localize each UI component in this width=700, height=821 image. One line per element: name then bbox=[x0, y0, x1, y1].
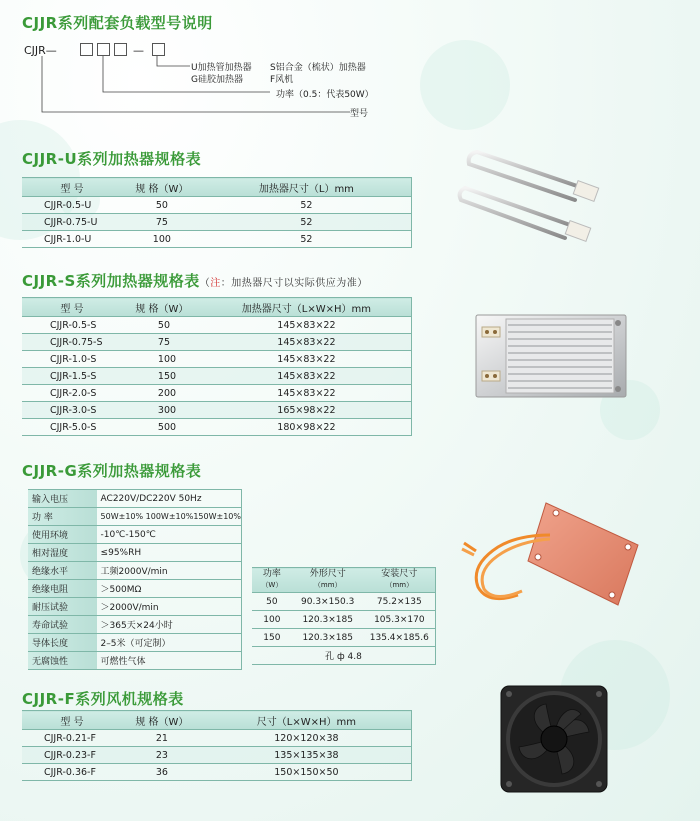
table-row bbox=[22, 368, 412, 385]
table-row bbox=[28, 616, 242, 634]
cell-power: 300 bbox=[122, 402, 202, 419]
table-row bbox=[28, 598, 242, 616]
col-header-power: 规 格（W） bbox=[122, 178, 202, 197]
spec-value: -10℃-150℃ bbox=[97, 526, 242, 544]
cell-size: 145×83×22 bbox=[202, 317, 412, 334]
col-header-size: 尺寸（L×W×H）mm bbox=[202, 711, 412, 730]
code-separator: — bbox=[133, 44, 144, 57]
spec-label: 耐压试验 bbox=[28, 598, 97, 616]
cell-model: CJJR-0.36-F bbox=[22, 764, 122, 781]
spec-label: 寿命试验 bbox=[28, 616, 97, 634]
cell-size: 145×83×22 bbox=[202, 334, 412, 351]
cell-power: 500 bbox=[122, 419, 202, 436]
cell-model: CJJR-3.0-S bbox=[22, 402, 122, 419]
code-prefix: CJJR— bbox=[24, 44, 57, 57]
s-heater-image bbox=[472, 305, 637, 405]
header-unit: （mm） bbox=[313, 581, 342, 589]
cell-outer-size: 90.3×150.3 bbox=[292, 593, 364, 611]
cell-size: 52 bbox=[202, 197, 412, 214]
s-series-title bbox=[22, 270, 368, 291]
cell-model: CJJR-0.5-U bbox=[22, 197, 122, 214]
spec-value: 2–5米（可定制） bbox=[97, 634, 242, 652]
g-series-title: CJJR-G系列加热器规格表 bbox=[22, 462, 202, 480]
spec-label: 使用环境 bbox=[28, 526, 97, 544]
table-row bbox=[28, 490, 242, 508]
table-header-row bbox=[252, 568, 436, 593]
spec-value: AC220V/DC220V 50Hz bbox=[97, 490, 242, 508]
table-header-row bbox=[22, 711, 412, 730]
spec-label: 无腐蚀性 bbox=[28, 652, 97, 670]
table-row bbox=[28, 544, 242, 562]
spec-label: 输入电压 bbox=[28, 490, 97, 508]
table-row bbox=[22, 730, 412, 747]
cell-size: 180×98×22 bbox=[202, 419, 412, 436]
power-note-label: 功率（0.5：代表50W） bbox=[276, 90, 374, 100]
bg-bubble bbox=[420, 40, 510, 130]
col-header-model: 型 号 bbox=[22, 178, 122, 197]
cell-model: CJJR-5.0-S bbox=[22, 419, 122, 436]
header-unit: （mm） bbox=[385, 581, 414, 589]
header-unit: （W） bbox=[261, 581, 283, 589]
cell-model: CJJR-1.5-S bbox=[22, 368, 122, 385]
s-series-title-text: CJJR-S系列加热器规格表 bbox=[22, 272, 200, 290]
cell-mount-size: 105.3×170 bbox=[364, 611, 436, 629]
col-header-size: 加热器尺寸（L）mm bbox=[202, 178, 412, 197]
note-text: ：加热器尺寸以实际供应为准） bbox=[220, 278, 368, 289]
note-label: 注 bbox=[210, 278, 221, 289]
table-row bbox=[28, 652, 242, 670]
model-code-diagram bbox=[0, 0, 420, 130]
spec-label: 功 率 bbox=[28, 508, 97, 526]
col-header-outer-size bbox=[292, 568, 364, 593]
table-row bbox=[22, 385, 412, 402]
g-series-dimension-table bbox=[252, 567, 436, 665]
cell-power: 21 bbox=[122, 730, 202, 747]
table-row bbox=[22, 402, 412, 419]
table-row bbox=[28, 562, 242, 580]
table-row bbox=[28, 634, 242, 652]
table-header-row bbox=[22, 298, 412, 317]
cell-power: 150 bbox=[252, 629, 292, 647]
table-row bbox=[22, 334, 412, 351]
cell-mount-size: 75.2×135 bbox=[364, 593, 436, 611]
cell-size: 165×98×22 bbox=[202, 402, 412, 419]
cell-power: 50 bbox=[252, 593, 292, 611]
spec-label: 绝缘电阻 bbox=[28, 580, 97, 598]
table-row bbox=[22, 351, 412, 368]
cell-size: 52 bbox=[202, 231, 412, 248]
cell-model: CJJR-0.21-F bbox=[22, 730, 122, 747]
s-series-table bbox=[22, 297, 412, 436]
cell-size: 120×120×38 bbox=[202, 730, 412, 747]
col-header-power: 规 格（W） bbox=[122, 711, 202, 730]
table-row bbox=[252, 629, 436, 647]
model-note-label: 型号 bbox=[350, 109, 369, 119]
table-row bbox=[22, 214, 412, 231]
option-u-label: U加热管加热器 bbox=[191, 63, 252, 73]
col-header-power: 规 格（W） bbox=[122, 298, 202, 317]
cell-model: CJJR-1.0-U bbox=[22, 231, 122, 248]
g-series-spec-table bbox=[28, 489, 242, 670]
cell-size: 52 bbox=[202, 214, 412, 231]
spec-value: ＞500MΩ bbox=[97, 580, 242, 598]
cell-model: CJJR-0.75-S bbox=[22, 334, 122, 351]
cell-size: 135×135×38 bbox=[202, 747, 412, 764]
cell-power: 100 bbox=[252, 611, 292, 629]
spec-value: 50W±10% 100W±10%150W±10% bbox=[97, 508, 242, 526]
table-row bbox=[22, 197, 412, 214]
cell-power: 50 bbox=[122, 197, 202, 214]
g-heater-image bbox=[458, 495, 643, 610]
cell-outer-size: 120.3×185 bbox=[292, 629, 364, 647]
table-header-row bbox=[22, 178, 412, 197]
cell-size: 145×83×22 bbox=[202, 368, 412, 385]
table-row bbox=[22, 231, 412, 248]
spec-label: 绝缘水平 bbox=[28, 562, 97, 580]
option-s-label: S铝合金（梳状）加热器 bbox=[270, 63, 366, 73]
table-row bbox=[252, 647, 436, 665]
cell-hole: 孔 ф 4.8 bbox=[252, 647, 436, 665]
cell-power: 36 bbox=[122, 764, 202, 781]
cell-model: CJJR-0.23-F bbox=[22, 747, 122, 764]
u-series-table bbox=[22, 177, 412, 248]
cell-mount-size: 135.4×185.6 bbox=[364, 629, 436, 647]
cell-power: 75 bbox=[122, 214, 202, 231]
cell-outer-size: 120.3×185 bbox=[292, 611, 364, 629]
table-row bbox=[22, 419, 412, 436]
cell-power: 150 bbox=[122, 368, 202, 385]
f-series-table bbox=[22, 710, 412, 781]
cell-power: 100 bbox=[122, 351, 202, 368]
table-row bbox=[22, 764, 412, 781]
cell-power: 100 bbox=[122, 231, 202, 248]
table-row bbox=[28, 526, 242, 544]
spec-value: ＞365天×24小时 bbox=[97, 616, 242, 634]
spec-value: 可燃性气体 bbox=[97, 652, 242, 670]
col-header-power bbox=[252, 568, 292, 593]
col-header-model: 型 号 bbox=[22, 298, 122, 317]
u-series-title: CJJR-U系列加热器规格表 bbox=[22, 150, 202, 168]
spec-value: ≤95%RH bbox=[97, 544, 242, 562]
table-row bbox=[28, 508, 242, 526]
cell-size: 150×150×50 bbox=[202, 764, 412, 781]
spec-label: 导体长度 bbox=[28, 634, 97, 652]
f-series-title: CJJR-F系列风机规格表 bbox=[22, 690, 184, 708]
cell-model: CJJR-0.75-U bbox=[22, 214, 122, 231]
s-series-note bbox=[200, 278, 368, 289]
u-heater-image bbox=[455, 140, 615, 250]
note-open: （ bbox=[199, 278, 211, 289]
model-explanation-title: CJJR系列配套负载型号说明 bbox=[22, 14, 213, 32]
cell-power: 200 bbox=[122, 385, 202, 402]
cell-size: 145×83×22 bbox=[202, 351, 412, 368]
table-row bbox=[252, 593, 436, 611]
cell-size: 145×83×22 bbox=[202, 385, 412, 402]
fan-image bbox=[497, 682, 612, 797]
col-header-mount-size bbox=[364, 568, 436, 593]
col-header-size: 加热器尺寸（L×W×H）mm bbox=[202, 298, 412, 317]
spec-label: 相对湿度 bbox=[28, 544, 97, 562]
cell-power: 23 bbox=[122, 747, 202, 764]
table-row bbox=[28, 580, 242, 598]
spec-value: ＞2000V/min bbox=[97, 598, 242, 616]
header-line: 外形尺寸 bbox=[309, 569, 346, 579]
option-g-label: G硅胶加热器 bbox=[191, 75, 243, 85]
cell-model: CJJR-1.0-S bbox=[22, 351, 122, 368]
cell-power: 75 bbox=[122, 334, 202, 351]
table-row bbox=[22, 317, 412, 334]
cell-model: CJJR-2.0-S bbox=[22, 385, 122, 402]
cell-power: 50 bbox=[122, 317, 202, 334]
col-header-model: 型 号 bbox=[22, 711, 122, 730]
table-row bbox=[22, 747, 412, 764]
cell-model: CJJR-0.5-S bbox=[22, 317, 122, 334]
table-row bbox=[252, 611, 436, 629]
header-line: 功率 bbox=[262, 569, 281, 579]
option-f-label: F风机 bbox=[270, 75, 294, 85]
spec-value: 工频2000V/min bbox=[97, 562, 242, 580]
header-line: 安装尺寸 bbox=[381, 569, 418, 579]
